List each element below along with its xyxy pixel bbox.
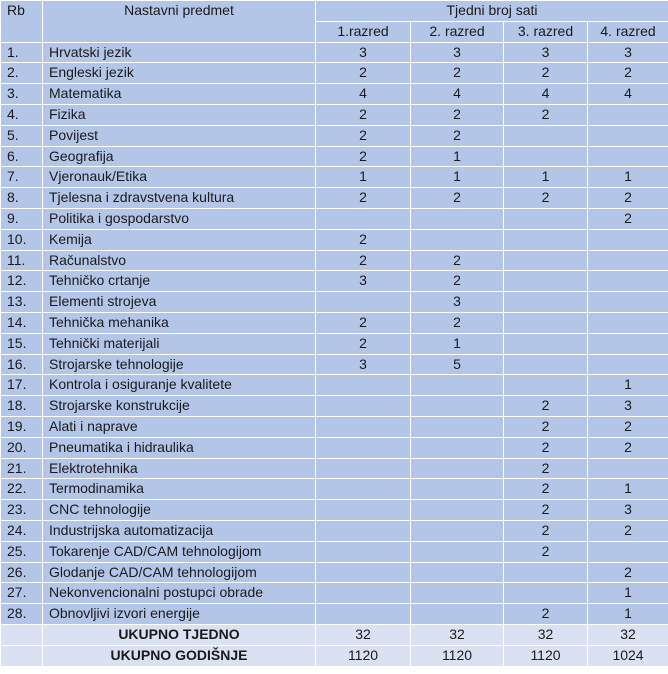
total-grade-2: 32 [411,624,504,645]
subject-name: Industrijska automatizacija [43,520,316,541]
weekly-hours-header: Tjedni broj sati [316,1,668,22]
hours-grade-2: 2 [411,125,504,146]
subject-name: Nekonvencionalni postupci obrade [43,583,316,604]
subject-name: Alati i naprave [43,416,316,437]
hours-grade-4: 3 [588,42,668,63]
hours-grade-3 [504,146,588,167]
hours-grade-3 [504,271,588,292]
hours-grade-3 [504,333,588,354]
hours-grade-1 [316,583,411,604]
total-empty-cell [1,645,43,666]
grade-1-header: 1.razred [316,21,411,42]
total-grade-4: 32 [588,624,668,645]
hours-grade-1: 2 [316,125,411,146]
hours-grade-1 [316,375,411,396]
hours-grade-3 [504,583,588,604]
subject-name: Kemija [43,229,316,250]
hours-grade-4 [588,125,668,146]
hours-grade-1 [316,292,411,313]
hours-grade-2: 2 [411,312,504,333]
hours-grade-3: 2 [504,604,588,625]
hours-grade-2: 2 [411,63,504,84]
hours-grade-1: 2 [316,229,411,250]
table-row [1,42,668,63]
table-row [1,333,668,354]
hours-grade-3: 2 [504,188,588,209]
subject-name: Elementi strojeva [43,292,316,313]
hours-grade-1: 1 [316,167,411,188]
hours-grade-3: 2 [504,520,588,541]
hours-grade-4: 1 [588,583,668,604]
table-row [1,167,668,188]
row-number: 25. [1,541,43,562]
hours-grade-4 [588,541,668,562]
hours-grade-4: 3 [588,500,668,521]
subject-name: Elektrotehnika [43,458,316,479]
table-row [1,271,668,292]
row-number: 3. [1,84,43,105]
subject-name: Strojarske tehnologije [43,354,316,375]
table-row [1,292,668,313]
hours-grade-3: 1 [504,167,588,188]
subject-header: Nastavni predmet [43,1,316,43]
grade-3-header: 3. razred [504,21,588,42]
table-row [1,479,668,500]
subject-name: Matematika [43,84,316,105]
hours-grade-4 [588,354,668,375]
row-number: 17. [1,375,43,396]
subject-name: Tehničko crtanje [43,271,316,292]
hours-grade-2: 2 [411,271,504,292]
hours-grade-3 [504,292,588,313]
hours-grade-4: 3 [588,396,668,417]
subject-name: Kontrola i osiguranje kvalitete [43,375,316,396]
subject-name: Tehnički materijali [43,333,316,354]
hours-grade-2 [411,479,504,500]
hours-grade-1: 3 [316,42,411,63]
hours-grade-1: 2 [316,63,411,84]
hours-grade-3: 2 [504,437,588,458]
hours-grade-1: 2 [316,146,411,167]
hours-grade-4: 1 [588,479,668,500]
row-number: 6. [1,146,43,167]
hours-grade-4 [588,292,668,313]
hours-grade-2 [411,375,504,396]
hours-grade-2 [411,208,504,229]
subject-name: Engleski jezik [43,63,316,84]
hours-grade-2: 2 [411,104,504,125]
table-row [1,250,668,271]
table-row [1,416,668,437]
subject-name: Tehnička mehanika [43,312,316,333]
hours-grade-4 [588,146,668,167]
hours-grade-2: 1 [411,333,504,354]
row-number: 8. [1,188,43,209]
row-number: 20. [1,437,43,458]
subject-name: Politika i gospodarstvo [43,208,316,229]
hours-grade-4: 2 [588,416,668,437]
hours-grade-1 [316,416,411,437]
hours-grade-3: 2 [504,396,588,417]
row-number: 7. [1,167,43,188]
hours-grade-4: 2 [588,562,668,583]
hours-grade-4: 1 [588,167,668,188]
row-number: 12. [1,271,43,292]
table-row [1,562,668,583]
row-number: 1. [1,42,43,63]
subject-name: Računalstvo [43,250,316,271]
subject-name: Strojarske konstrukcije [43,396,316,417]
row-number: 21. [1,458,43,479]
subject-name: Pneumatika i hidraulika [43,437,316,458]
total-grade-3: 32 [504,624,588,645]
hours-grade-2 [411,229,504,250]
table-row [1,604,668,625]
hours-grade-2: 1 [411,146,504,167]
subject-name: Fizika [43,104,316,125]
row-number: 22. [1,479,43,500]
hours-grade-3 [504,250,588,271]
hours-grade-1: 2 [316,250,411,271]
hours-grade-1 [316,500,411,521]
row-number: 28. [1,604,43,625]
row-number: 16. [1,354,43,375]
row-number: 4. [1,104,43,125]
hours-grade-3: 2 [504,541,588,562]
hours-grade-4: 2 [588,188,668,209]
table-row [1,63,668,84]
hours-grade-2 [411,500,504,521]
hours-grade-4: 1 [588,375,668,396]
table-row [1,146,668,167]
hours-grade-1: 2 [316,312,411,333]
subject-name: Glodanje CAD/CAM tehnologijom [43,562,316,583]
hours-grade-3 [504,312,588,333]
table-row [1,541,668,562]
hours-grade-2: 3 [411,292,504,313]
hours-grade-1: 4 [316,84,411,105]
hours-grade-2 [411,416,504,437]
row-number: 24. [1,520,43,541]
total-label: UKUPNO TJEDNO [43,624,316,645]
hours-grade-1 [316,479,411,500]
hours-grade-2: 3 [411,42,504,63]
hours-grade-1 [316,208,411,229]
total-weekly-row [1,624,668,645]
hours-grade-3 [504,562,588,583]
hours-grade-3 [504,125,588,146]
hours-grade-3 [504,354,588,375]
hours-grade-4: 2 [588,208,668,229]
hours-grade-1: 2 [316,333,411,354]
table-row [1,125,668,146]
hours-grade-2: 2 [411,250,504,271]
total-yearly-row [1,645,668,666]
table-row [1,500,668,521]
row-number: 11. [1,250,43,271]
total-empty-cell [1,624,43,645]
table-row [1,396,668,417]
row-number: 23. [1,500,43,521]
table-row [1,84,668,105]
hours-grade-3 [504,208,588,229]
row-number: 15. [1,333,43,354]
hours-grade-3 [504,375,588,396]
row-number: 19. [1,416,43,437]
total-grade-3: 1120 [504,645,588,666]
hours-grade-4 [588,229,668,250]
table-row [1,229,668,250]
subject-name: Hrvatski jezik [43,42,316,63]
hours-grade-4 [588,333,668,354]
hours-grade-4: 2 [588,520,668,541]
total-grade-4: 1024 [588,645,668,666]
table-row [1,375,668,396]
hours-grade-3: 2 [504,500,588,521]
subject-name: Geografija [43,146,316,167]
grade-4-header: 4. razred [588,21,668,42]
rb-header: Rb [1,1,43,43]
hours-grade-2 [411,458,504,479]
row-number: 9. [1,208,43,229]
hours-grade-1 [316,604,411,625]
row-number: 26. [1,562,43,583]
table-row [1,437,668,458]
subject-name: Obnovljivi izvori energije [43,604,316,625]
grade-2-header: 2. razred [411,21,504,42]
subject-name: Vjeronauk/Etika [43,167,316,188]
hours-grade-1 [316,541,411,562]
subject-name: Tokarenje CAD/CAM tehnologijom [43,541,316,562]
total-grade-1: 32 [316,624,411,645]
hours-grade-4 [588,271,668,292]
hours-grade-3: 3 [504,42,588,63]
hours-grade-2 [411,583,504,604]
subject-name: Povijest [43,125,316,146]
hours-grade-3: 2 [504,458,588,479]
hours-grade-2 [411,437,504,458]
hours-grade-2 [411,604,504,625]
hours-grade-1: 3 [316,354,411,375]
hours-grade-2 [411,562,504,583]
table-row [1,583,668,604]
row-number: 10. [1,229,43,250]
hours-grade-3: 4 [504,84,588,105]
hours-grade-2 [411,396,504,417]
hours-grade-4 [588,104,668,125]
hours-grade-1: 2 [316,104,411,125]
hours-grade-3: 2 [504,104,588,125]
hours-grade-3: 2 [504,416,588,437]
subject-name: Tjelesna i zdravstvena kultura [43,188,316,209]
total-grade-2: 1120 [411,645,504,666]
hours-grade-4: 2 [588,437,668,458]
hours-grade-2: 1 [411,167,504,188]
hours-grade-1 [316,396,411,417]
subject-name: CNC tehnologije [43,500,316,521]
hours-grade-3: 2 [504,63,588,84]
hours-grade-3: 2 [504,479,588,500]
hours-grade-1 [316,562,411,583]
hours-grade-4: 2 [588,63,668,84]
subject-name: Termodinamika [43,479,316,500]
hours-grade-2 [411,520,504,541]
row-number: 14. [1,312,43,333]
table-row [1,208,668,229]
hours-grade-4 [588,458,668,479]
table-row [1,354,668,375]
table-row [1,104,668,125]
hours-grade-4 [588,312,668,333]
table-row [1,458,668,479]
hours-grade-1 [316,458,411,479]
table-row [1,312,668,333]
row-number: 2. [1,63,43,84]
hours-grade-4: 4 [588,84,668,105]
row-number: 5. [1,125,43,146]
hours-grade-4: 1 [588,604,668,625]
total-label: UKUPNO GODIŠNJE [43,645,316,666]
hours-grade-1 [316,437,411,458]
row-number: 13. [1,292,43,313]
hours-grade-2: 5 [411,354,504,375]
total-grade-1: 1120 [316,645,411,666]
hours-grade-1: 2 [316,188,411,209]
hours-grade-1: 3 [316,271,411,292]
row-number: 18. [1,396,43,417]
table-row [1,520,668,541]
hours-grade-2 [411,541,504,562]
table-row [1,188,668,209]
hours-grade-4 [588,250,668,271]
hours-grade-3 [504,229,588,250]
hours-grade-2: 4 [411,84,504,105]
row-number: 27. [1,583,43,604]
hours-grade-2: 2 [411,188,504,209]
hours-grade-1 [316,520,411,541]
